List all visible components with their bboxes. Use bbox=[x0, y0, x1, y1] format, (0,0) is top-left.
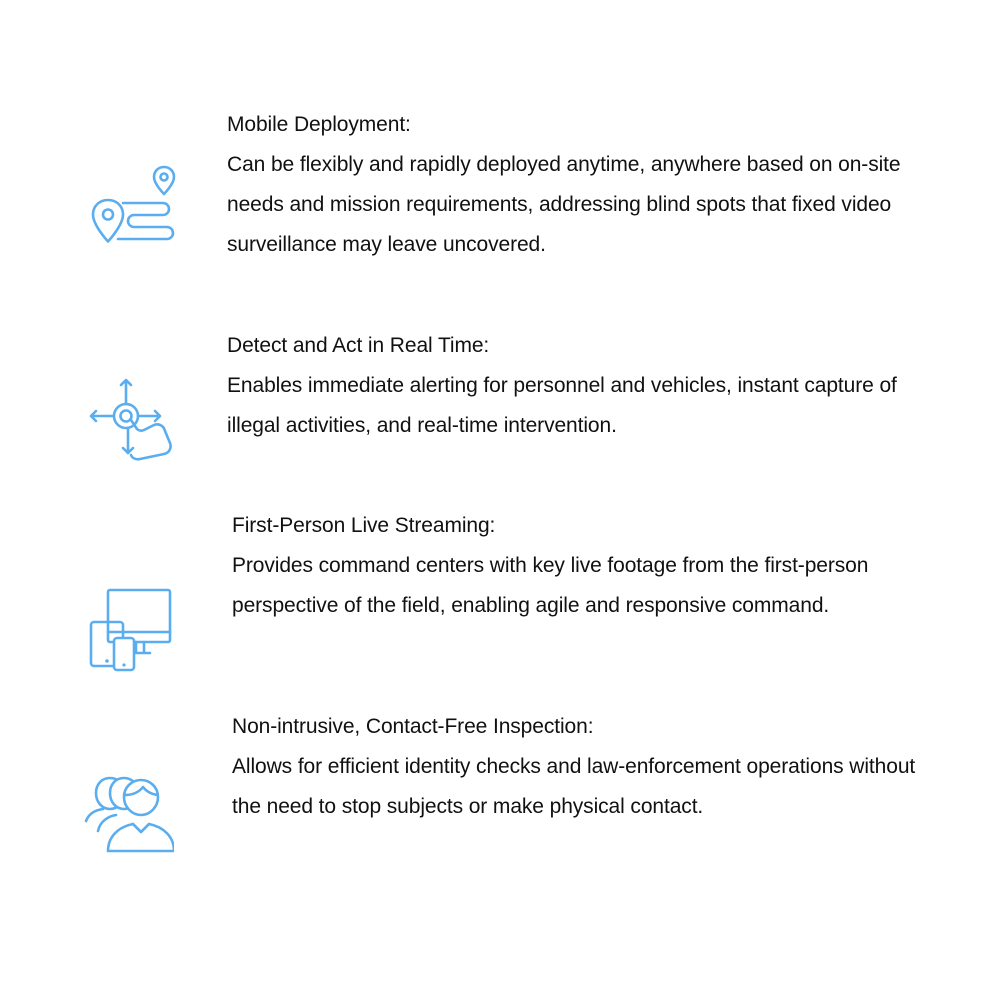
feature-description: Allows for efficient identity checks and law-enforcement operations without the need to stop subjects or make physical contact. bbox=[232, 755, 916, 818]
touch-gesture-icon bbox=[88, 376, 178, 466]
feature-text bbox=[232, 707, 932, 827]
feature-description: Provides command centers with key live footage from the first-person perspective of the field, enabling agile and responsive command. bbox=[232, 554, 869, 617]
feature-description: Enables immediate alerting for personnel and vehicles, instant capture of illegal activities, and real-time intervention. bbox=[227, 374, 897, 437]
multi-device-icon bbox=[88, 588, 178, 678]
feature-title: Non-intrusive, Contact-Free Inspection: bbox=[232, 715, 594, 738]
feature-title: Detect and Act in Real Time: bbox=[227, 334, 490, 357]
feature-description: Can be flexibly and rapidly deployed anytime, anywhere based on on-site needs and mission requirements, addressing blind spots that fixed video surveillance may leave uncovered. bbox=[227, 153, 901, 256]
feature-title: First-Person Live Streaming: bbox=[232, 514, 496, 537]
feature-title: Mobile Deployment: bbox=[227, 113, 411, 136]
people-group-icon bbox=[84, 769, 174, 859]
feature-text bbox=[232, 506, 932, 626]
route-pin-icon bbox=[90, 165, 180, 255]
feature-text bbox=[227, 326, 927, 446]
feature-text bbox=[227, 105, 927, 265]
